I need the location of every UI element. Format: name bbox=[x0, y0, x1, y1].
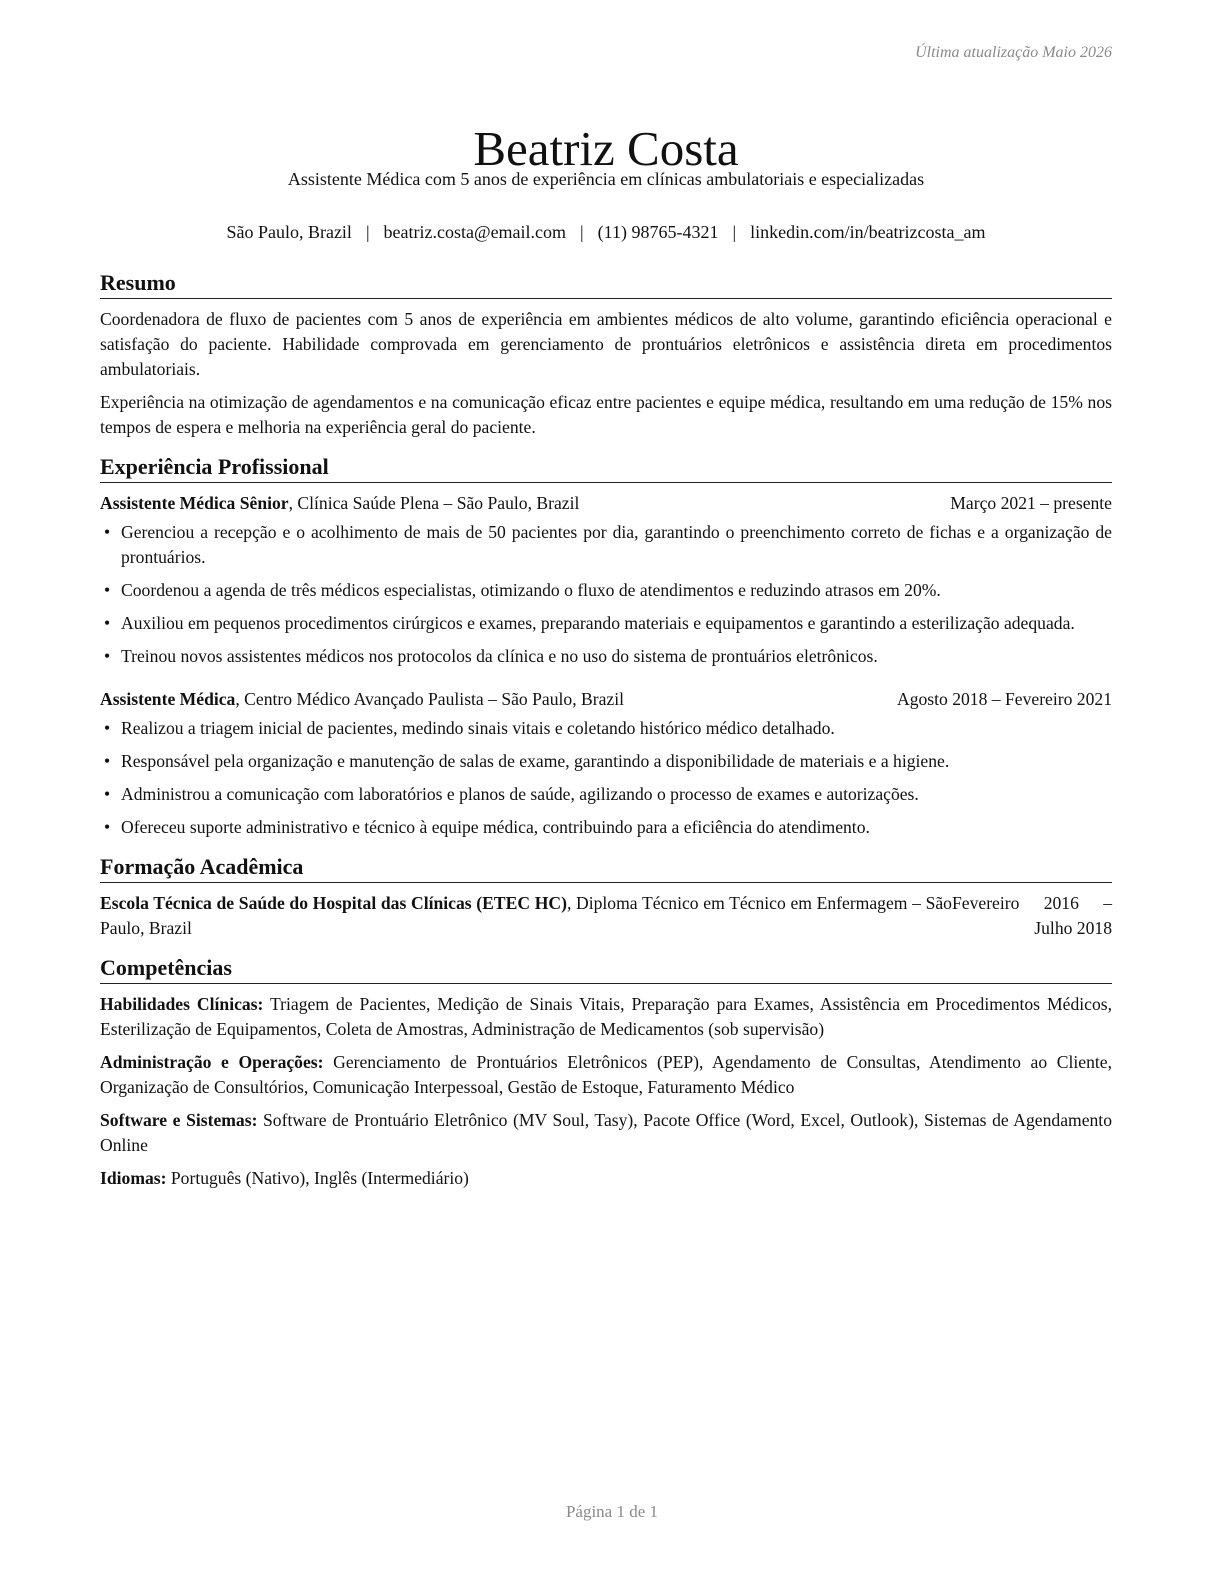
contact-email[interactable]: beatriz.costa@email.com bbox=[383, 222, 567, 242]
contact-separator: | bbox=[365, 222, 370, 242]
job-entry bbox=[100, 687, 1112, 840]
job-bullets bbox=[100, 716, 1112, 840]
list-item: • Ofereceu suporte administrativo e técnico à equipe médica, contribuindo para a eficiência do atendimento. bbox=[100, 815, 1112, 840]
tagline: Assistente Médica com 5 anos de experiência em clínicas ambulatoriais e especializadas bbox=[287, 169, 925, 189]
list-item: • Administrou a comunicação com laboratórios e planos de saúde, agilizando o processo de exames e autorizações. bbox=[100, 782, 1112, 807]
contact-separator: | bbox=[732, 222, 737, 242]
education-line bbox=[100, 891, 952, 941]
job-role: Assistente Médica Sênior bbox=[100, 493, 289, 513]
candidate-name: Beatriz Costa bbox=[473, 120, 739, 176]
job-role: Assistente Médica bbox=[100, 689, 236, 709]
job-org: , Centro Médico Avançado Paulista – São Paulo, Brazil bbox=[235, 689, 624, 709]
list-item: • Gerenciou a recepção e o acolhimento de mais de 50 pacientes por dia, garantindo o preenchimento correto de fichas e a organização de prontuários. bbox=[100, 520, 1112, 570]
skill-group bbox=[100, 1166, 1112, 1191]
job-bullets bbox=[100, 520, 1112, 669]
skill-group bbox=[100, 1050, 1112, 1100]
summary-paragraph: Coordenadora de fluxo de pacientes com 5 anos de experiência em ambientes médicos de alto volume, garantindo eficiência operacional e satisfação do paciente. Habilidade comprovada em gerenciamento de prontuários eletrônicos e assistência direta em procedimentos ambulatoriais. bbox=[100, 309, 1112, 379]
contact-phone: (11) 98765-4321 bbox=[597, 222, 719, 242]
list-item: • Auxiliou em pequenos procedimentos cirúrgicos e exames, preparando materiais e equipamentos e garantindo a esterilização adequada. bbox=[100, 611, 1112, 636]
section-title-education: Formação Acadêmica bbox=[100, 852, 1112, 883]
contact-location: São Paulo, Brazil bbox=[226, 222, 352, 242]
contact-line bbox=[100, 220, 1112, 244]
skill-label: Habilidades Clínicas: bbox=[100, 994, 264, 1014]
summary-paragraph: Experiência na otimização de agendamentos e na comunicação eficaz entre pacientes e equipe médica, resultando em uma redução de 15% nos tempos de espera e melhoria na experiência geral do paciente. bbox=[100, 392, 1112, 437]
education-school: Escola Técnica de Saúde do Hospital das Clínicas (ETEC HC) bbox=[100, 893, 567, 913]
skill-label: Idiomas: bbox=[100, 1168, 167, 1188]
section-title-summary: Resumo bbox=[100, 268, 1112, 299]
skill-group bbox=[100, 992, 1112, 1042]
education-entry bbox=[100, 891, 1112, 941]
skill-label: Administração e Operações: bbox=[100, 1052, 324, 1072]
contact-linkedin[interactable]: linkedin.com/in/beatrizcosta_am bbox=[750, 222, 986, 242]
skill-label: Software e Sistemas: bbox=[100, 1110, 258, 1130]
section-title-experience: Experiência Profissional bbox=[100, 452, 1112, 483]
list-item: • Realizou a triagem inicial de pacientes, medindo sinais vitais e coletando histórico médico detalhado. bbox=[100, 716, 1112, 741]
job-title-line bbox=[100, 687, 872, 712]
skills-section bbox=[100, 953, 1112, 1191]
skill-text: Triagem de Pacientes, Medição de Sinais Vitais, Preparação para Exames, Assistência em Procedimentos Médicos, Esterilização de Equipamentos, Coleta de Amostras, Administração de Medicamentos (sob supervisão) bbox=[100, 994, 1112, 1039]
education-detail: , Diploma Técnico em Técnico em Enfermagem – São Paulo, Brazil bbox=[100, 893, 952, 938]
summary-section bbox=[100, 268, 1112, 440]
list-item: • Coordenou a agenda de três médicos especialistas, otimizando o fluxo de atendimentos e reduzindo atrasos em 20%. bbox=[100, 578, 1112, 603]
contact-separator: | bbox=[580, 222, 584, 242]
education-section bbox=[100, 852, 1112, 941]
job-title-line bbox=[100, 491, 950, 516]
skill-text: Gerenciamento de Prontuários Eletrônicos (PEP), Agendamento de Consultas, Atendimento ao Cliente, Organização de Consultórios, Comunicação Interpessoal, Gestão de Estoque, Faturamento Médico bbox=[100, 1052, 1112, 1097]
job-dates: Março 2021 – presente bbox=[950, 493, 1112, 513]
job-entry bbox=[100, 491, 1112, 669]
job-dates: Agosto 2018 – Fevereiro 2021 bbox=[896, 689, 1112, 709]
list-item: • Responsável pela organização e manutenção de salas de exame, garantindo a disponibilidade de materiais e a higiene. bbox=[100, 749, 1112, 774]
list-item: • Treinou novos assistentes médicos nos protocolos da clínica e no uso do sistema de prontuários eletrônicos. bbox=[100, 644, 1112, 669]
last-updated: Última atualização Maio 2026 bbox=[915, 44, 1112, 61]
job-org: , Clínica Saúde Plena – São Paulo, Brazil bbox=[288, 493, 580, 513]
job-header bbox=[100, 491, 1112, 516]
resume-content bbox=[100, 268, 1112, 1203]
job-header bbox=[100, 687, 1112, 712]
section-title-skills: Competências bbox=[100, 953, 1112, 984]
page-number: Página 1 de 1 bbox=[565, 1502, 659, 1521]
skill-text: Português (Nativo), Inglês (Intermediário) bbox=[166, 1168, 469, 1188]
skill-group bbox=[100, 1108, 1112, 1158]
experience-section bbox=[100, 452, 1112, 840]
education-dates: Fevereiro 2016 – Julho 2018 bbox=[952, 893, 1112, 938]
skill-text: Software de Prontuário Eletrônico (MV Soul, Tasy), Pacote Office (Word, Excel, Outlook), Sistemas de Agendamento Online bbox=[100, 1110, 1112, 1155]
